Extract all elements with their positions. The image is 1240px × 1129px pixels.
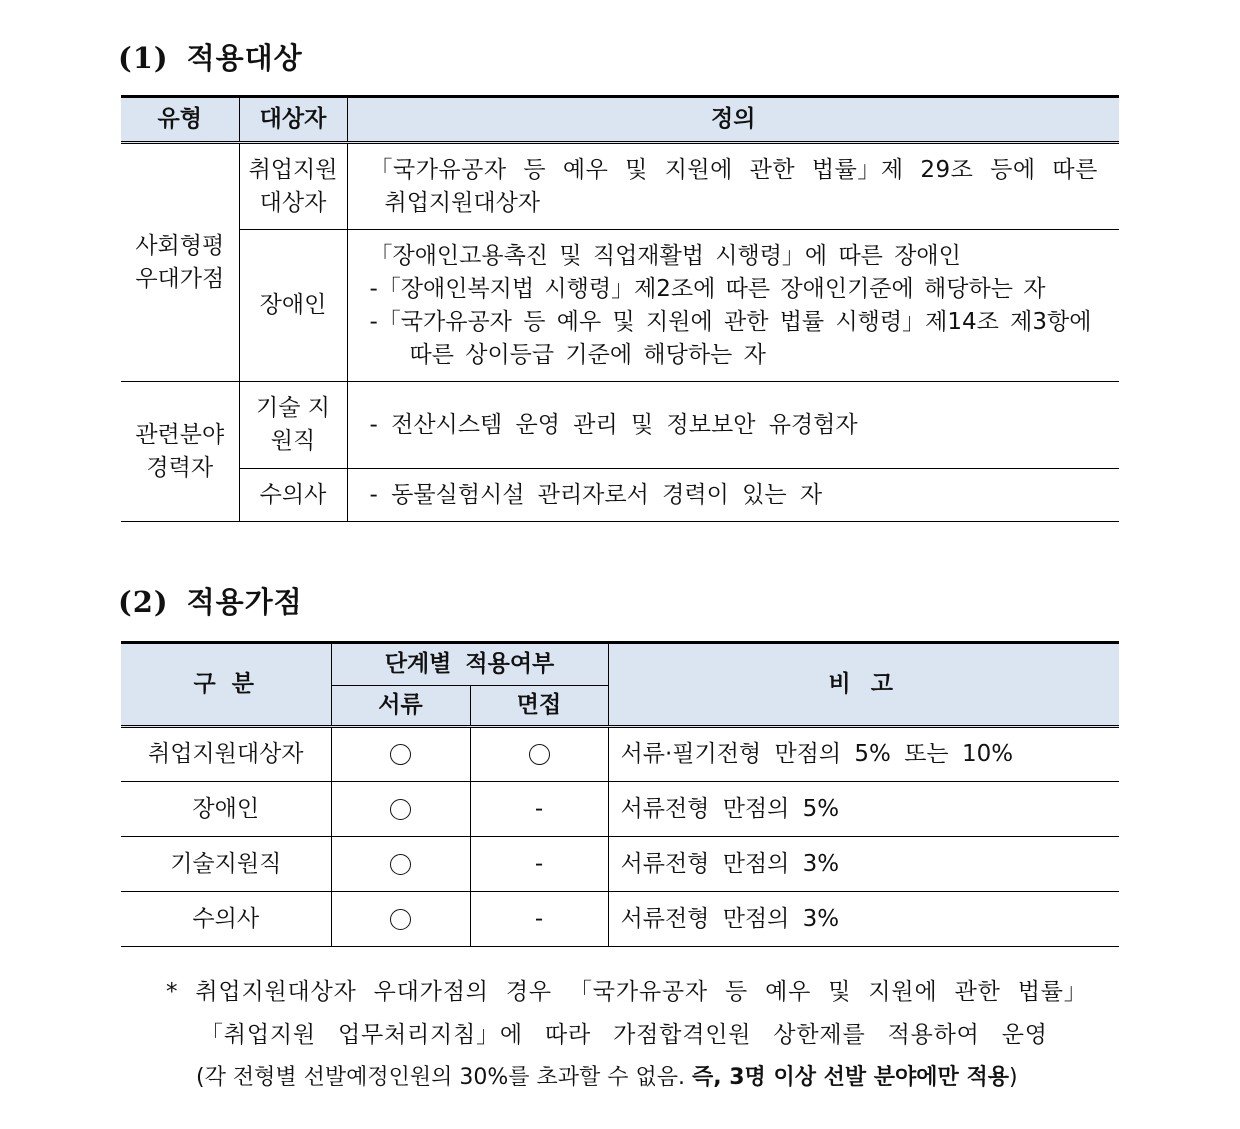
table-row <box>121 230 1119 382</box>
definition-cell <box>347 143 1119 230</box>
definition-line: 따른 상이등급 기준에 해당하는 자 <box>409 341 766 368</box>
table-row <box>121 837 1119 892</box>
circle-mark <box>390 909 411 930</box>
footnote-line: * 취업지원대상자 우대가점의 경우 「국가유공자 등 예우 및 지원에 관한 법률」 <box>166 979 1088 1005</box>
category-cell: 수의사 <box>121 892 331 947</box>
doc-cell <box>331 727 470 782</box>
target-cell <box>239 382 347 469</box>
doc-cell <box>331 782 470 837</box>
table-row <box>121 143 1119 230</box>
header-category: 구 분 <box>121 643 331 727</box>
section2-heading <box>118 580 303 621</box>
header-type: 유형 <box>121 97 239 143</box>
interview-cell: - <box>470 782 608 837</box>
circle-mark <box>390 744 411 765</box>
table-row <box>121 727 1119 782</box>
target-name: 취업지원 대상자 <box>248 156 338 216</box>
group-type-cell <box>121 382 239 522</box>
interview-cell <box>470 727 608 782</box>
category-cell: 기술지원직 <box>121 837 331 892</box>
section2-title: 적용가점 <box>186 585 303 619</box>
table-row <box>121 782 1119 837</box>
target-cell <box>239 230 347 382</box>
category-cell: 취업지원대상자 <box>121 727 331 782</box>
definition-line: - 동물실험시설 관리자로서 경력이 있는 자 <box>369 481 823 508</box>
group-type: 관련분야 경력자 <box>135 421 225 481</box>
category-cell: 장애인 <box>121 782 331 837</box>
definition-cell <box>347 469 1119 522</box>
header-definition: 정의 <box>347 97 1119 143</box>
section1-number: (1) <box>118 41 169 75</box>
group-type-cell <box>121 143 239 382</box>
doc-cell <box>331 837 470 892</box>
circle-mark <box>390 799 411 820</box>
table-row <box>121 892 1119 947</box>
target-cell <box>239 143 347 230</box>
doc-cell <box>331 892 470 947</box>
footnote-plain: (각 전형별 선발예정인원의 30%를 초과할 수 없음. <box>196 1065 692 1090</box>
header-doc: 서류 <box>331 686 470 727</box>
table-row <box>121 382 1119 469</box>
footnote-line <box>196 1060 1018 1091</box>
circle-mark <box>390 854 411 875</box>
note-cell: 서류전형 만점의 3% <box>608 837 1119 892</box>
target-name: 수의사 <box>259 481 327 508</box>
section2-number: (2) <box>118 585 169 619</box>
definition-cell <box>347 382 1119 469</box>
group-type: 사회형평 우대가점 <box>135 232 225 292</box>
header-interview: 면접 <box>470 686 608 727</box>
definition-line: - 전산시스템 운영 관리 및 정보보안 유경험자 <box>369 411 858 438</box>
note-cell: 서류전형 만점의 3% <box>608 892 1119 947</box>
note-cell: 서류·필기전형 만점의 5% 또는 10% <box>608 727 1119 782</box>
definition-line: -「국가유공자 등 예우 및 지원에 관한 법률 시행령」제14조 제3항에 <box>369 308 1092 335</box>
footnote-end: ) <box>1008 1065 1018 1090</box>
definition-line: -「장애인복지법 시행령」제2조에 따른 장애인기준에 해당하는 자 <box>369 275 1046 302</box>
footnote-bold: 즉, 3명 이상 선발 분야에만 적용 <box>691 1065 1009 1090</box>
note-cell: 서류전형 만점의 5% <box>608 782 1119 837</box>
target-name: 장애인 <box>259 292 327 318</box>
target-name: 기술 지원직 <box>256 395 330 454</box>
section1-heading <box>118 36 303 77</box>
table-row <box>121 469 1119 522</box>
definition-cell <box>347 230 1119 382</box>
definition-line: 취업지원대상자 <box>384 189 541 216</box>
target-cell <box>239 469 347 522</box>
interview-cell: - <box>470 837 608 892</box>
circle-mark <box>529 744 550 765</box>
bonus-table <box>121 641 1119 947</box>
interview-cell: - <box>470 892 608 947</box>
header-note: 비 고 <box>608 643 1119 727</box>
definition-line: 「장애인고용촉진 및 직업재활법 시행령」에 따른 장애인 <box>369 242 961 269</box>
definition-line: 「국가유공자 등 예우 및 지원에 관한 법률」제 29조 등에 따른 <box>369 156 1098 183</box>
header-stage: 단계별 적용여부 <box>331 643 608 686</box>
footnote-line: 「취업지원 업무처리지침」에 따라 가점합격인원 상한제를 적용하여 운영 <box>200 1022 1048 1048</box>
header-target: 대상자 <box>239 97 347 143</box>
target-table <box>121 95 1119 522</box>
section1-title: 적용대상 <box>186 41 303 75</box>
